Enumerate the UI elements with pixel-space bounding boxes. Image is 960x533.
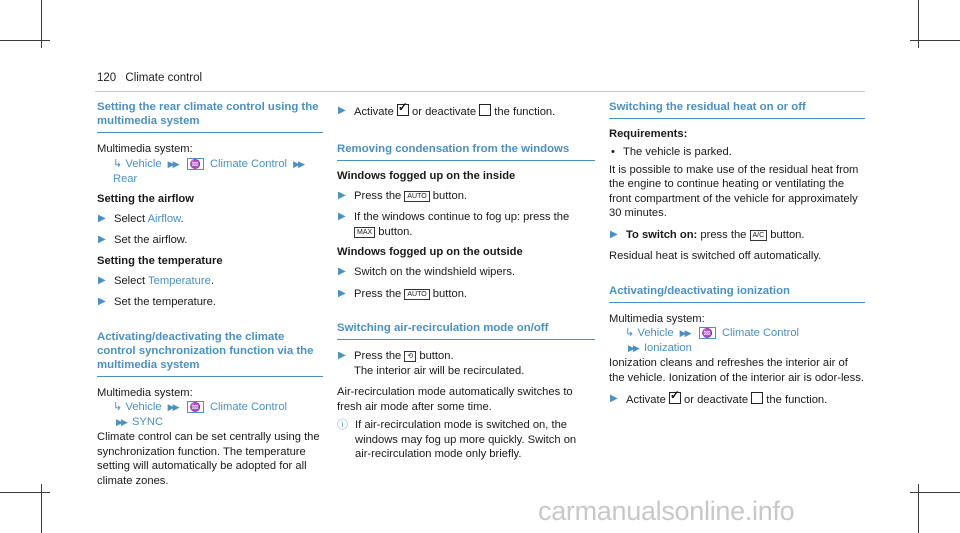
temperature-link[interactable]: Temperature	[148, 274, 211, 287]
step-text: Switch on the windshield wipers.	[354, 266, 516, 278]
column-2	[337, 100, 595, 466]
double-chevron-icon: ▶▶	[167, 402, 178, 412]
nav-ionization[interactable]: Ionization	[643, 342, 692, 354]
max-defrost-icon: MAX	[354, 227, 375, 238]
step-text: Activate	[354, 106, 397, 118]
step-activate-ionization	[609, 392, 865, 408]
nav-climate-control[interactable]: Climate Control	[721, 327, 800, 339]
nav-path-ionization	[609, 326, 865, 356]
page-number: 120	[97, 72, 117, 84]
step-continue-fog	[337, 210, 595, 239]
step-arrow-icon: ▶	[338, 350, 346, 361]
checked-box-icon	[669, 392, 681, 404]
requirement-text: The vehicle is parked.	[623, 146, 732, 158]
nav-rear[interactable]: Rear	[113, 172, 138, 185]
nav-path-sync	[97, 400, 323, 430]
step-text: button.	[416, 350, 454, 362]
note-text: If air-recirculation mode is switched on, the windows may fog up more quickly. Switch on air-recirculation mode only briefly.	[355, 419, 577, 460]
step-text: If the windows continue to fog up: press the	[354, 211, 570, 223]
return-arrow-icon: ↳	[113, 157, 123, 170]
section-heading-recirculation: Switching air-recirculation mode on/off	[337, 321, 595, 340]
auto-button-icon: AUTO	[404, 191, 429, 202]
double-chevron-icon: ▶▶	[116, 417, 126, 427]
page-header	[97, 72, 202, 84]
section-heading-sync: Activating/deactivating the climate control synchronization function via the multimedia system	[97, 330, 323, 377]
step-result: The interior air will be recirculated.	[354, 364, 525, 377]
step-text: or deactivate	[408, 106, 480, 118]
subheading-temperature: Setting the temperature	[97, 254, 223, 267]
info-icon: ⓘ	[337, 419, 348, 431]
step-arrow-icon: ▶	[338, 211, 346, 222]
step-wipers	[337, 265, 595, 280]
step-arrow-icon: ▶	[338, 266, 346, 277]
double-chevron-icon: ▶▶	[679, 328, 690, 338]
auto-button-icon: AUTO	[404, 289, 429, 300]
step-arrow-icon: ▶	[98, 234, 106, 245]
nav-climate-control[interactable]: Climate Control	[209, 157, 288, 170]
step-press-auto-2	[337, 287, 595, 302]
bullet-icon: •	[611, 146, 615, 158]
return-arrow-icon: ↳	[625, 327, 635, 339]
step-text: Select	[114, 212, 148, 225]
step-arrow-icon: ▶	[610, 393, 618, 404]
page-title: Climate control	[125, 72, 203, 84]
crop-mark	[910, 40, 960, 41]
step-text: Press the	[354, 287, 405, 300]
step-arrow-icon: ▶	[338, 189, 346, 201]
step-text: button.	[429, 287, 468, 300]
step-arrow-icon: ▶	[338, 287, 346, 299]
step-text: Set the airflow.	[114, 234, 188, 246]
step-label: To switch on:	[626, 228, 698, 241]
step-switch-on	[609, 228, 865, 243]
ac-rest-button-icon: A/C	[750, 230, 768, 241]
step-arrow-icon: ▶	[98, 212, 106, 224]
column-1	[97, 100, 323, 488]
nav-climate-control[interactable]: Climate Control	[209, 401, 288, 413]
step-select-temperature: ▶ Select Temperature.	[98, 274, 214, 287]
double-chevron-icon: ▶▶	[628, 343, 638, 353]
step-press-auto	[337, 189, 595, 204]
crop-mark	[910, 492, 960, 493]
step-text: Set the temperature.	[114, 296, 216, 308]
recirc-description: Air-recirculation mode automatically switches to fresh air mode after some time.	[337, 386, 573, 413]
requirement-item	[609, 145, 865, 160]
step-text: Activate	[626, 394, 669, 406]
step-text: Press the	[354, 189, 405, 202]
residual-auto-text: Residual heat is switched off automatically.	[609, 250, 822, 262]
residual-description: It is possible to make use of the residual heat from the engine to continue heating or ventilating the front compartment of the vehicle for approximately 30 minutes.	[609, 163, 859, 219]
section-heading-rear-climate: Setting the rear climate control using the multimedia system	[97, 100, 323, 133]
sync-description: Climate control can be set centrally using the synchronization function. The temperature setting will automatically be adopted for all climate zones.	[97, 431, 320, 487]
step-text: the function.	[763, 394, 828, 406]
subheading-inside: Windows fogged up on the inside	[337, 169, 516, 182]
section-heading-ionization: Activating/deactivating ionization	[609, 284, 865, 303]
watermark: carmanualsonline.info	[538, 496, 795, 526]
double-chevron-icon: ▶▶	[293, 158, 304, 169]
recirculation-icon: ⟲	[404, 351, 416, 362]
info-note	[337, 418, 595, 462]
crop-mark	[0, 492, 50, 493]
multimedia-label: Multimedia system:	[97, 386, 193, 399]
airflow-link[interactable]: Airflow	[147, 212, 181, 225]
double-chevron-icon: ▶▶	[167, 158, 178, 169]
step-text: button.	[375, 225, 413, 238]
nav-vehicle[interactable]: Vehicle	[125, 401, 162, 413]
crop-mark	[0, 40, 50, 41]
subheading-outside: Windows fogged up on the outside	[337, 246, 523, 258]
step-text: button.	[767, 228, 805, 241]
step-text: or deactivate	[680, 394, 752, 406]
nav-path-rear	[97, 157, 323, 187]
return-arrow-icon: ↳	[113, 401, 123, 413]
step-text: press the	[697, 228, 750, 241]
step-text: Select	[114, 274, 148, 287]
step-arrow-icon: ▶	[338, 105, 346, 116]
step-arrow-icon: ▶	[610, 228, 618, 240]
column-3	[609, 100, 865, 415]
step-arrow-icon: ▶	[98, 274, 106, 286]
nav-vehicle[interactable]: Vehicle	[125, 157, 162, 170]
step-set-temperature	[97, 295, 323, 310]
section-heading-condensation: Removing condensation from the windows	[337, 142, 595, 161]
step-set-airflow	[97, 233, 323, 248]
multimedia-label: Multimedia system:	[97, 143, 193, 155]
unchecked-box-icon	[479, 104, 491, 116]
header-divider	[95, 91, 865, 92]
climate-icon: ♒	[187, 158, 204, 170]
step-activate-sync	[337, 104, 595, 120]
checked-box-icon	[397, 104, 409, 116]
step-text: button.	[429, 189, 468, 202]
nav-sync[interactable]: SYNC	[131, 416, 164, 428]
section-heading-residual-heat: Switching the residual heat on or off	[609, 100, 865, 119]
step-press-recirc	[337, 349, 595, 378]
requirements-label: Requirements:	[609, 128, 688, 140]
step-arrow-icon: ▶	[98, 296, 106, 307]
climate-icon: ♒	[187, 401, 204, 413]
step-text: the function.	[491, 106, 556, 118]
step-select-airflow: ▶ Select Airflow.	[98, 212, 184, 225]
ionization-description: Ionization cleans and refreshes the interior air of the vehicle. Ionization of the interior air is odor-less.	[609, 357, 864, 384]
step-text: Press the	[354, 350, 405, 362]
multimedia-label: Multimedia system:	[609, 312, 705, 325]
nav-vehicle[interactable]: Vehicle	[637, 327, 674, 339]
subheading-airflow: Setting the airflow	[97, 192, 194, 205]
climate-icon: ♒	[699, 327, 716, 339]
unchecked-box-icon	[751, 392, 763, 404]
